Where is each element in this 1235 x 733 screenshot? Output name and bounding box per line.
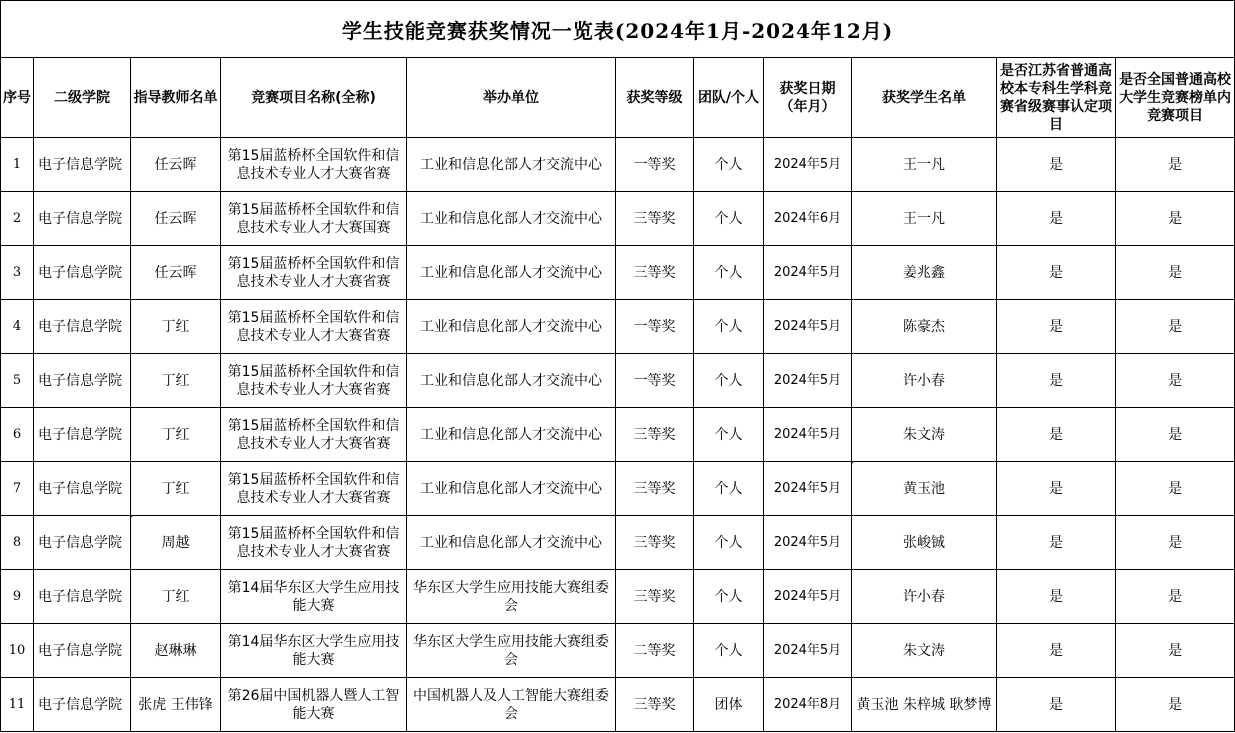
cell-date: 2024年5月 (764, 138, 852, 192)
table-row (1, 246, 1235, 300)
cell-national: 是 (1116, 138, 1235, 192)
cell-teacher: 周越 (131, 516, 221, 570)
cell-competition: 第15届蓝桥杯全国软件和信息技术专业人才大赛省赛 (221, 462, 407, 516)
cell-national: 是 (1116, 192, 1235, 246)
cell-competition: 第15届蓝桥杯全国软件和信息技术专业人才大赛省赛 (221, 300, 407, 354)
cell-level: 三等奖 (616, 570, 694, 624)
cell-level: 三等奖 (616, 462, 694, 516)
cell-date: 2024年5月 (764, 246, 852, 300)
cell-teacher: 丁红 (131, 354, 221, 408)
cell-competition: 第26届中国机器人暨人工智能大赛 (221, 678, 407, 732)
cell-organizer: 工业和信息化部人才交流中心 (407, 138, 616, 192)
cell-date: 2024年5月 (764, 570, 852, 624)
cell-national: 是 (1116, 354, 1235, 408)
cell-seq: 11 (1, 678, 34, 732)
table-row (1, 192, 1235, 246)
table-row (1, 570, 1235, 624)
cell-students: 许小春 (852, 354, 997, 408)
cell-level: 一等奖 (616, 138, 694, 192)
cell-organizer: 工业和信息化部人才交流中心 (407, 354, 616, 408)
table-row (1, 354, 1235, 408)
cell-jiangsu: 是 (997, 408, 1116, 462)
cell-national: 是 (1116, 570, 1235, 624)
cell-organizer: 华东区大学生应用技能大赛组委会 (407, 624, 616, 678)
cell-teacher: 张虎 王伟锋 (131, 678, 221, 732)
cell-students: 王一凡 (852, 138, 997, 192)
cell-competition: 第15届蓝桥杯全国软件和信息技术专业人才大赛国赛 (221, 192, 407, 246)
cell-seq: 2 (1, 192, 34, 246)
table-row (1, 138, 1235, 192)
cell-national: 是 (1116, 246, 1235, 300)
cell-students: 张峻铖 (852, 516, 997, 570)
cell-type: 个人 (694, 462, 764, 516)
cell-date: 2024年5月 (764, 624, 852, 678)
cell-national: 是 (1116, 624, 1235, 678)
cell-college: 电子信息学院 (34, 570, 131, 624)
cell-type: 个人 (694, 354, 764, 408)
cell-college: 电子信息学院 (34, 246, 131, 300)
cell-college: 电子信息学院 (34, 678, 131, 732)
cell-date: 2024年5月 (764, 516, 852, 570)
cell-competition: 第15届蓝桥杯全国软件和信息技术专业人才大赛省赛 (221, 354, 407, 408)
cell-national: 是 (1116, 408, 1235, 462)
cell-level: 三等奖 (616, 246, 694, 300)
cell-seq: 5 (1, 354, 34, 408)
cell-jiangsu: 是 (997, 516, 1116, 570)
cell-jiangsu: 是 (997, 192, 1116, 246)
cell-organizer: 工业和信息化部人才交流中心 (407, 192, 616, 246)
cell-teacher: 任云晖 (131, 192, 221, 246)
header-jiangsu: 是否江苏省普通高校本专科生学科竞赛省级赛事认定项目 (997, 58, 1116, 138)
cell-college: 电子信息学院 (34, 192, 131, 246)
header-students: 获奖学生名单 (852, 58, 997, 138)
cell-date: 2024年5月 (764, 408, 852, 462)
title-row (1, 1, 1235, 58)
cell-college: 电子信息学院 (34, 462, 131, 516)
cell-college: 电子信息学院 (34, 300, 131, 354)
cell-college: 电子信息学院 (34, 354, 131, 408)
cell-teacher: 丁红 (131, 462, 221, 516)
cell-date: 2024年5月 (764, 354, 852, 408)
cell-seq: 4 (1, 300, 34, 354)
cell-seq: 8 (1, 516, 34, 570)
cell-jiangsu: 是 (997, 678, 1116, 732)
cell-date: 2024年8月 (764, 678, 852, 732)
header-organizer: 举办单位 (407, 58, 616, 138)
cell-students: 朱文涛 (852, 408, 997, 462)
header-college: 二级学院 (34, 58, 131, 138)
table-title: 学生技能竞赛获奖情况一览表(2024年1月-2024年12月) (1, 1, 1235, 58)
cell-competition: 第14届华东区大学生应用技能大赛 (221, 570, 407, 624)
header-row (1, 58, 1235, 138)
cell-type: 团体 (694, 678, 764, 732)
cell-seq: 9 (1, 570, 34, 624)
cell-teacher: 赵琳琳 (131, 624, 221, 678)
cell-teacher: 任云晖 (131, 138, 221, 192)
cell-competition: 第14届华东区大学生应用技能大赛 (221, 624, 407, 678)
cell-level: 三等奖 (616, 192, 694, 246)
cell-jiangsu: 是 (997, 354, 1116, 408)
cell-type: 个人 (694, 138, 764, 192)
cell-national: 是 (1116, 516, 1235, 570)
cell-teacher: 丁红 (131, 408, 221, 462)
cell-teacher: 任云晖 (131, 246, 221, 300)
cell-students: 陈豪杰 (852, 300, 997, 354)
cell-type: 个人 (694, 516, 764, 570)
header-seq: 序号 (1, 58, 34, 138)
cell-seq: 3 (1, 246, 34, 300)
cell-organizer: 华东区大学生应用技能大赛组委会 (407, 570, 616, 624)
cell-jiangsu: 是 (997, 570, 1116, 624)
cell-students: 许小春 (852, 570, 997, 624)
cell-college: 电子信息学院 (34, 624, 131, 678)
cell-date: 2024年6月 (764, 192, 852, 246)
cell-college: 电子信息学院 (34, 408, 131, 462)
table-row (1, 408, 1235, 462)
cell-level: 三等奖 (616, 678, 694, 732)
cell-level: 一等奖 (616, 354, 694, 408)
cell-competition: 第15届蓝桥杯全国软件和信息技术专业人才大赛省赛 (221, 516, 407, 570)
cell-organizer: 中国机器人及人工智能大赛组委会 (407, 678, 616, 732)
cell-college: 电子信息学院 (34, 516, 131, 570)
cell-type: 个人 (694, 192, 764, 246)
cell-jiangsu: 是 (997, 462, 1116, 516)
cell-level: 二等奖 (616, 624, 694, 678)
cell-jiangsu: 是 (997, 246, 1116, 300)
cell-level: 一等奖 (616, 300, 694, 354)
cell-organizer: 工业和信息化部人才交流中心 (407, 408, 616, 462)
cell-students: 黄玉池 朱梓城 耿梦博 (852, 678, 997, 732)
cell-teacher: 丁红 (131, 570, 221, 624)
cell-college: 电子信息学院 (34, 138, 131, 192)
cell-type: 个人 (694, 570, 764, 624)
cell-national: 是 (1116, 678, 1235, 732)
cell-teacher: 丁红 (131, 300, 221, 354)
cell-seq: 6 (1, 408, 34, 462)
cell-competition: 第15届蓝桥杯全国软件和信息技术专业人才大赛省赛 (221, 138, 407, 192)
table-row (1, 300, 1235, 354)
cell-level: 三等奖 (616, 516, 694, 570)
table-row (1, 624, 1235, 678)
cell-level: 三等奖 (616, 408, 694, 462)
table-row (1, 516, 1235, 570)
header-date: 获奖日期（年月） (764, 58, 852, 138)
cell-date: 2024年5月 (764, 300, 852, 354)
header-level: 获奖等级 (616, 58, 694, 138)
cell-organizer: 工业和信息化部人才交流中心 (407, 300, 616, 354)
cell-students: 王一凡 (852, 192, 997, 246)
header-competition: 竞赛项目名称(全称) (221, 58, 407, 138)
cell-organizer: 工业和信息化部人才交流中心 (407, 246, 616, 300)
cell-seq: 10 (1, 624, 34, 678)
cell-organizer: 工业和信息化部人才交流中心 (407, 516, 616, 570)
cell-type: 个人 (694, 408, 764, 462)
cell-students: 朱文涛 (852, 624, 997, 678)
header-national: 是否全国普通高校大学生竞赛榜单内竞赛项目 (1116, 58, 1235, 138)
cell-type: 个人 (694, 624, 764, 678)
cell-national: 是 (1116, 300, 1235, 354)
cell-competition: 第15届蓝桥杯全国软件和信息技术专业人才大赛省赛 (221, 246, 407, 300)
cell-students: 姜兆鑫 (852, 246, 997, 300)
table-row (1, 678, 1235, 732)
cell-jiangsu: 是 (997, 300, 1116, 354)
table-row (1, 462, 1235, 516)
cell-type: 个人 (694, 246, 764, 300)
cell-competition: 第15届蓝桥杯全国软件和信息技术专业人才大赛省赛 (221, 408, 407, 462)
header-teacher: 指导教师名单 (131, 58, 221, 138)
header-type: 团队/个人 (694, 58, 764, 138)
cell-students: 黄玉池 (852, 462, 997, 516)
cell-organizer: 工业和信息化部人才交流中心 (407, 462, 616, 516)
cell-date: 2024年5月 (764, 462, 852, 516)
cell-jiangsu: 是 (997, 624, 1116, 678)
cell-national: 是 (1116, 462, 1235, 516)
cell-seq: 7 (1, 462, 34, 516)
cell-jiangsu: 是 (997, 138, 1116, 192)
cell-type: 个人 (694, 300, 764, 354)
cell-seq: 1 (1, 138, 34, 192)
